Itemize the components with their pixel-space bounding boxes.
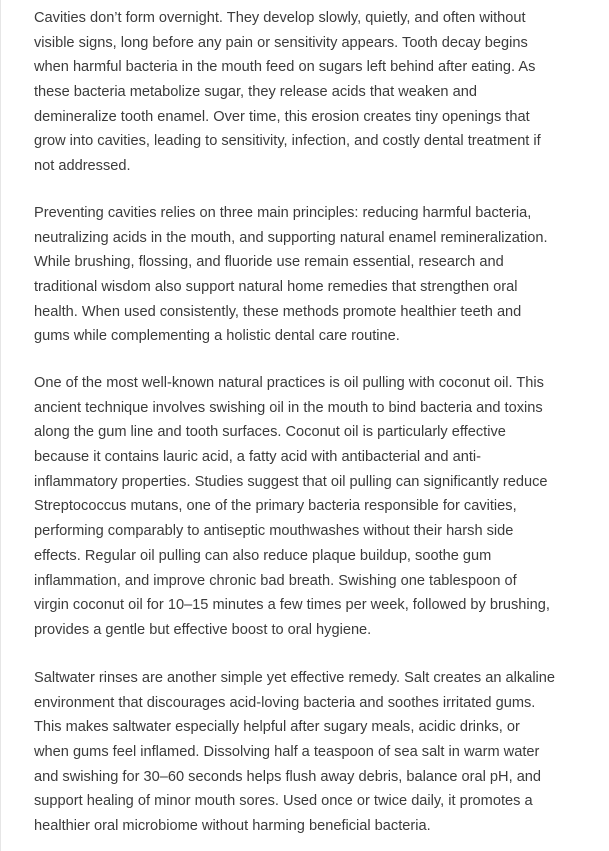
text-line: Streptococcus mutans, one of the primary bacteria responsible for cavities, bbox=[34, 498, 517, 515]
text-line: provides a gentle but effective boost to oral hygiene. bbox=[34, 621, 372, 638]
text-line: health. When used consistently, these methods promote healthier teeth and bbox=[34, 303, 522, 320]
content-left-border bbox=[0, 0, 1, 851]
text-line: visible signs, long before any pain or sensitivity appears. Tooth decay begins bbox=[34, 34, 528, 51]
text-line: and swishing for 30–60 seconds helps flush away debris, balance oral pH, and bbox=[34, 768, 542, 785]
text-line: grow into cavities, leading to sensitivity, infection, and costly dental treatment if bbox=[34, 133, 541, 150]
paragraph-cavities-intro bbox=[34, 6, 541, 179]
text-line: Saltwater rinses are another simple yet effective remedy. Salt creates an alkaline bbox=[34, 670, 556, 686]
text-line: ancient technique involves swishing oil in the mouth to bind bacteria and toxins bbox=[34, 399, 543, 416]
text-line: environment that discourages acid-loving bacteria and soothes irritated gums. bbox=[34, 694, 536, 711]
text-line: Cavities don’t form overnight. They develop slowly, quietly, and often without bbox=[34, 10, 526, 26]
text-line: Preventing cavities relies on three main principles: reducing harmful bacteria, bbox=[34, 205, 532, 221]
text-line: traditional wisdom also support natural home remedies that strengthen oral bbox=[34, 279, 518, 296]
text-line: when harmful bacteria in the mouth feed on sugars left behind after eating. As bbox=[34, 59, 536, 76]
text-line: these bacteria metabolize sugar, they release acids that weaken and bbox=[34, 84, 477, 101]
paragraph-prevention-principles bbox=[34, 201, 548, 349]
text-line: demineralize tooth enamel. Over time, this erosion creates tiny openings that bbox=[34, 108, 530, 125]
text-line: along the gum line and tooth surfaces. Coconut oil is particularly effective bbox=[34, 424, 506, 441]
text-line: One of the most well-known natural practices is oil pulling with coconut oil. This bbox=[34, 375, 544, 391]
text-line: inflammatory properties. Studies suggest that oil pulling can significantly reduce bbox=[34, 473, 548, 490]
text-line: inflammation, and improve chronic bad breath. Swishing one tablespoon of bbox=[34, 572, 517, 589]
text-line: not addressed. bbox=[34, 158, 131, 175]
text-line: support healing of minor mouth sores. Used once or twice daily, it promotes a bbox=[34, 793, 533, 810]
text-line: performing comparably to antiseptic mouthwashes without their harsh side bbox=[34, 523, 514, 540]
text-line: This makes saltwater especially helpful after sugary meals, acidic drinks, or bbox=[34, 719, 520, 736]
text-line: virgin coconut oil for 10–15 minutes a few times per week, followed by brushing, bbox=[34, 597, 550, 614]
text-line: gums while complementing a holistic dental care routine. bbox=[34, 328, 400, 345]
paragraph-saltwater-rinses bbox=[34, 666, 555, 839]
text-line: effects. Regular oil pulling can also reduce plaque buildup, soothe gum bbox=[34, 547, 492, 564]
text-line: when gums feel inflamed. Dissolving half a teaspoon of sea salt in warm water bbox=[34, 744, 540, 761]
text-line: because it contains lauric acid, a fatty acid with antibacterial and anti- bbox=[34, 449, 481, 466]
text-line: neutralizing acids in the mouth, and supporting natural enamel remineralization. bbox=[34, 229, 548, 246]
text-line: While brushing, flossing, and fluoride use remain essential, research and bbox=[34, 254, 504, 271]
paragraph-oil-pulling bbox=[34, 371, 550, 643]
text-line: healthier oral microbiome without harming beneficial bacteria. bbox=[34, 818, 431, 835]
